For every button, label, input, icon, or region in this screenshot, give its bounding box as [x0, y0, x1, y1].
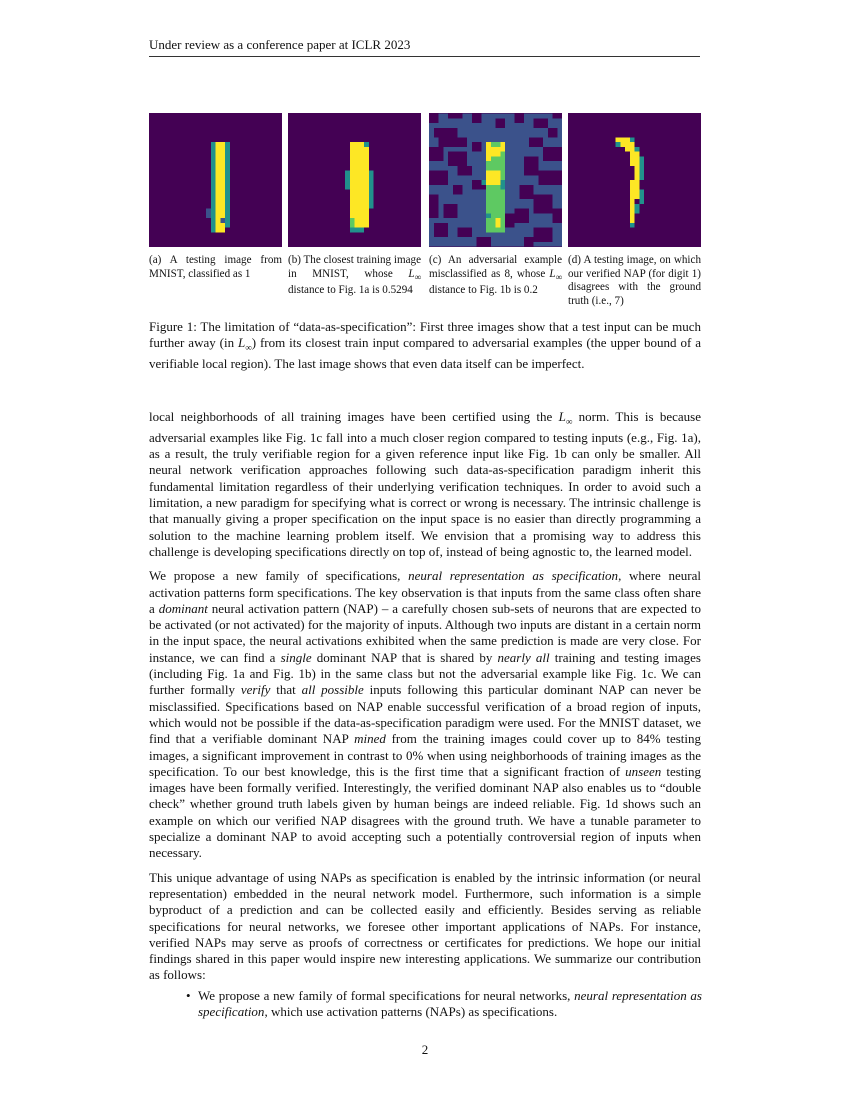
- paragraph-1: local neighborhoods of all training images have been certified using the $L_\infty$ norm. This is because adversarial examples like Fig. 1c fall into a much closer region compared to testing inputs (e.g., Fig. 1a), as a result, the truly verifiable region for a given reference input like Fig. 1b can only be smaller. All neural network verification approaches following such data-as-specification paradigm inherit this fundamental limitation regardless of their underlying verification techniques. In order to avoid such a limitation, a new paradigm for specifying what is correct or wrong is necessary. The intrinsic challenge is that manually giving a proper specification on the input space is no easier than directly programming a solution to the machine learning problem itself. We envision that a promising way to address this challenge is developing specifications directly on top of, instead of being agnostic to, the learned model.: [149, 409, 701, 559]
- contribution-list: [180, 988, 702, 1021]
- linf-symbol: $L_\infty$: [549, 267, 562, 282]
- subcaption-b: (b) The closest training image in MNIST, whose $L_\infty$ distance to Fig. 1a is 0.5294: [288, 254, 421, 297]
- paragraph-3: This unique advantage of using NAPs as specification is enabled by the intrinsic information (or neural representation) embedded in the neural network model. Furthermore, such information is a simple byproduct of a prediction and can be collected easily and efficiently. Besides serving as reliable specifications for neural networks, we foresee other important applications of NAPs. For instance, verified NAPs may serve as proofs of correctness or certificates for predictions. We hope our initial findings shared in this paper would inspire new interesting applications. We summarize our contribution as follows:: [149, 869, 701, 983]
- bullet-icon: •: [186, 988, 191, 1003]
- figure-1-caption: Figure 1: The limitation of “data-as-specification”: First three images show that a test input can be much further away (in $L_\infty$) from its closest train input compared to adversarial examples (the upper bound of a verifiable local region). The last image shows that even data itself can be imperfect.: [149, 319, 701, 372]
- contribution-item: • We propose a new family of formal specifications for neural networks, neural representation as specification, which use activation patterns (NAPs) as specifications.: [186, 988, 702, 1020]
- subcaption-d: (d) A testing image, on which our verified NAP (for digit 1) disagrees with the ground truth (i.e., 7): [568, 254, 701, 307]
- subcaption-a: (a) A testing image from MNIST, classified as 1: [149, 254, 282, 280]
- linf-symbol: $L_\infty$: [238, 335, 252, 353]
- figure-1a-image: [149, 113, 282, 247]
- subcaption-c: (c) An adversarial example misclassified as 8, whose $L_\infty$ distance to Fig. 1b is 0.2: [429, 254, 562, 297]
- linf-symbol: $L_\infty$: [408, 267, 421, 282]
- running-header: Under review as a conference paper at ICLR 2023: [149, 37, 700, 57]
- body-text: [149, 409, 701, 992]
- figure-1: [149, 113, 701, 247]
- linf-symbol: $L_\infty$: [558, 409, 573, 427]
- figure-1b-image: [288, 113, 421, 247]
- figure-1d-image: [568, 113, 701, 247]
- figure-1c-image: [429, 113, 562, 247]
- paragraph-2: We propose a new family of specifications, neural representation as specification, where neural activation patterns form specifications. The key observation is that inputs from the same class often share a dominant neural activation pattern (NAP) – a carefully chosen sub-sets of neurons that are expected to be activated (or not activated) for the majority of inputs. Although two inputs are distant in a certain norm in the input space, the neural activations exhibited when the same prediction is made are very close. For instance, we can find a single dominant NAP that is shared by nearly all training and testing images (including Fig. 1a and Fig. 1b) in the same class but not the adversarial example like Fig. 1c. We can further formally verify that all possible inputs following this particular dominant NAP can never be misclassified. Specifications based on NAP enable successful verification of a broad region of inputs, which would not be possible if the data-as-specification paradigm were used. For the MNIST dataset, we find that a verifiable dominant NAP mined from the training images could cover up to 84% testing images, a significant improvement in contrast to 0% when using neighborhoods of training images as the specification. To our best knowledge, this is the first time that a significant fraction of unseen testing images have been formally verified. Interestingly, the verified dominant NAP also enables us to “double check” whether ground truth labels given by human beings are indeed reliable. Fig. 1d shows such an example on which our verified NAP disagrees with the ground truth. We have a tunable parameter to specialize a dominant NAP to avoid accepting such a potentially controversial region of inputs when necessary.: [149, 568, 702, 861]
- page-number: 2: [421, 1042, 429, 1057]
